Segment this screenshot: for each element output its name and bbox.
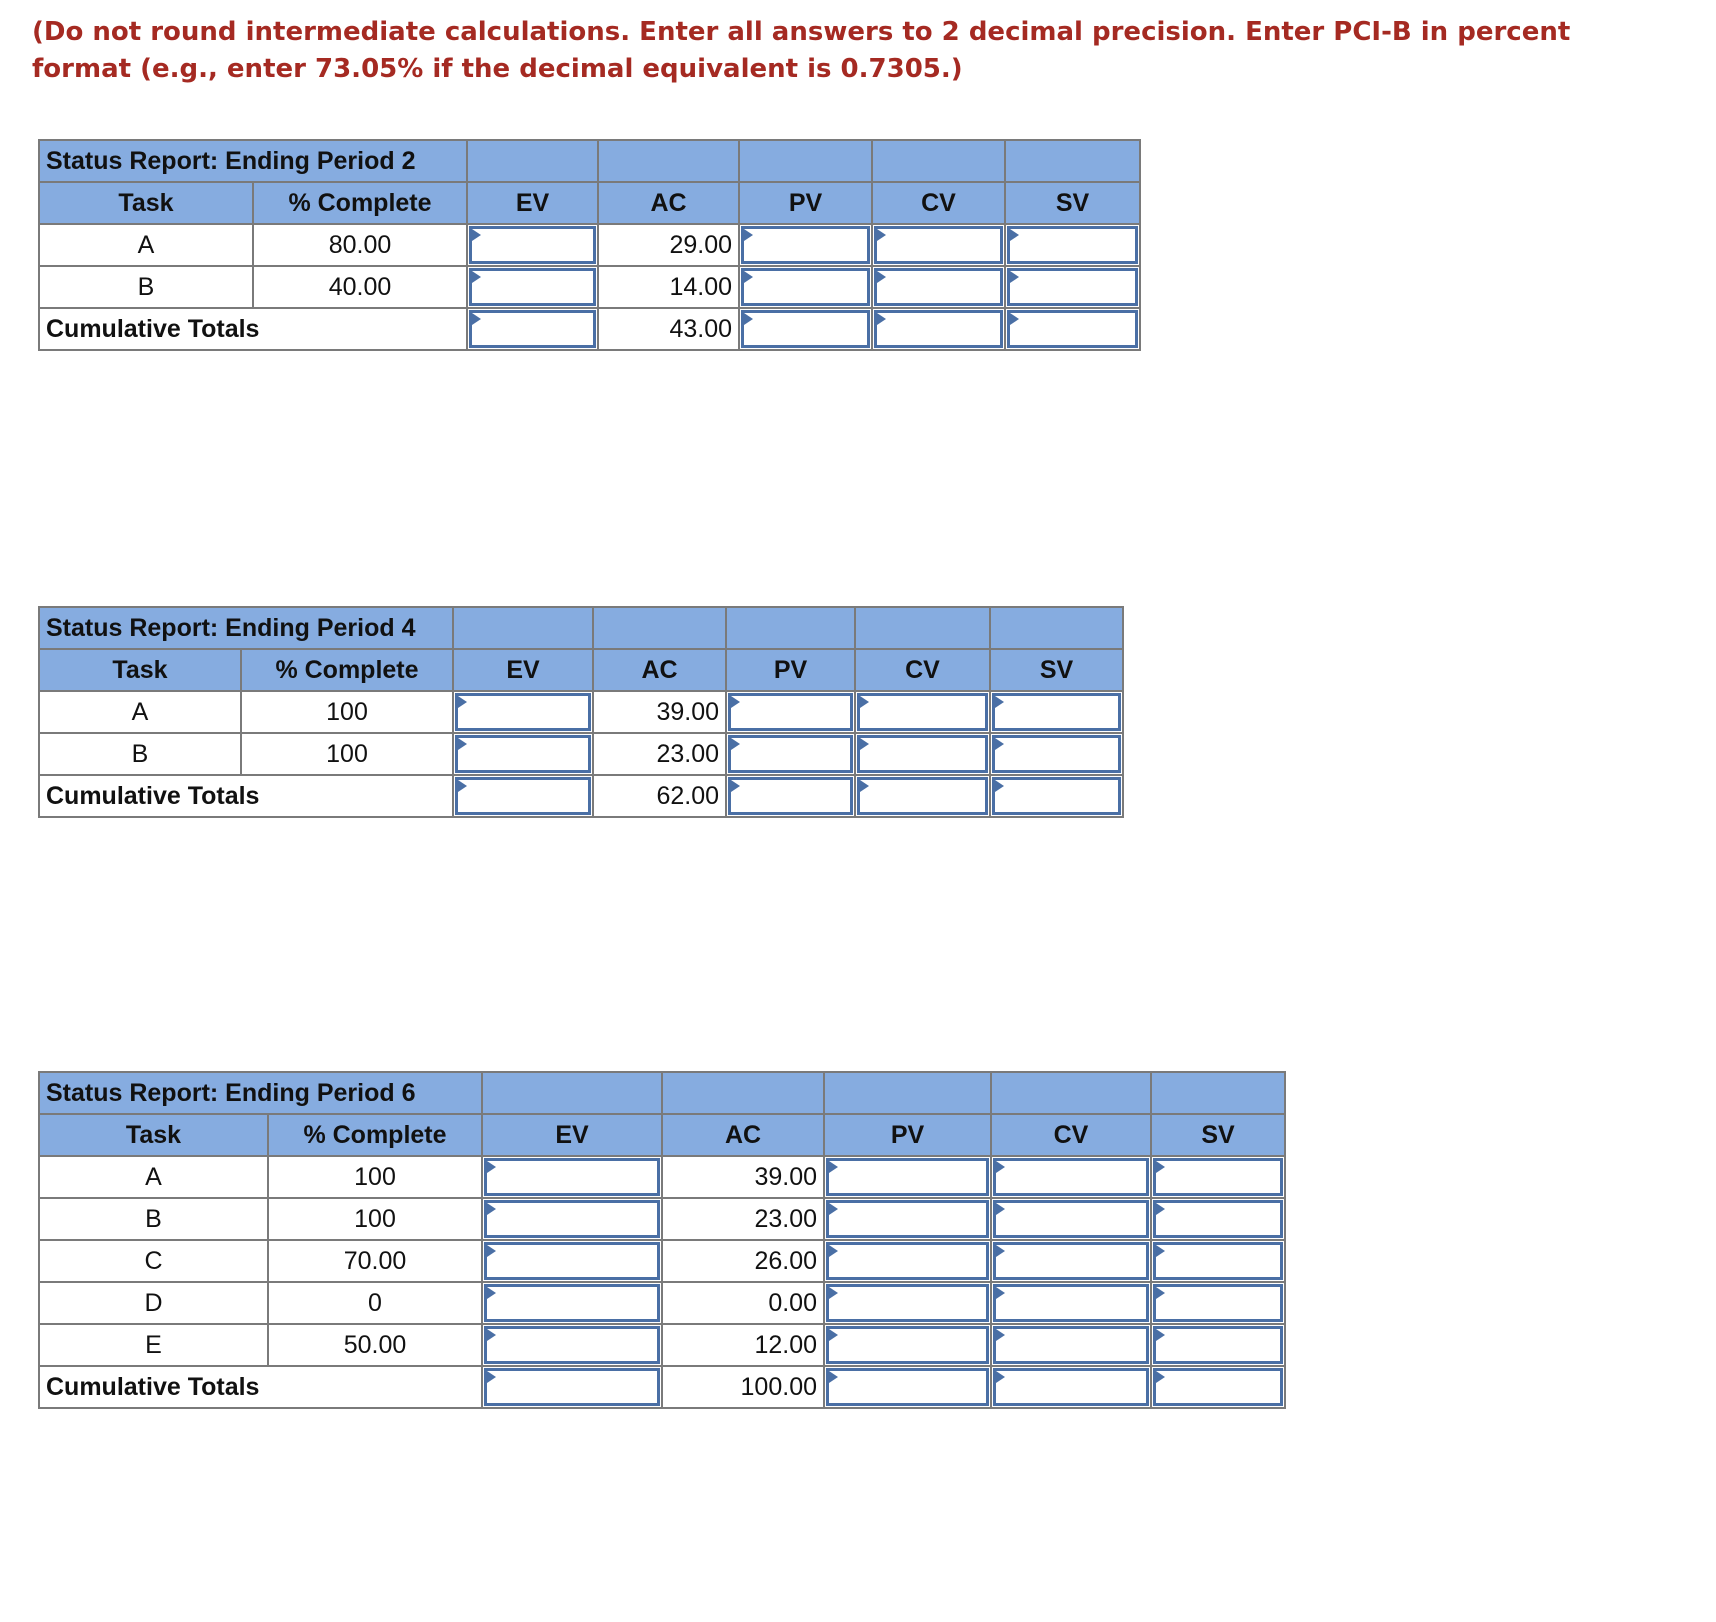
sv-input[interactable]	[1151, 1282, 1285, 1324]
ev-input[interactable]	[482, 1156, 662, 1198]
ac-cell: 14.00	[598, 266, 739, 308]
cv-total-input[interactable]	[855, 775, 990, 817]
pv-input[interactable]	[824, 1282, 991, 1324]
table-row	[39, 1282, 1285, 1324]
ev-input[interactable]	[482, 1282, 662, 1324]
cv-input[interactable]	[855, 733, 990, 775]
col-header-pv: PV	[726, 649, 855, 691]
col-header-cv: CV	[991, 1114, 1151, 1156]
pct-complete-cell: 100	[241, 733, 453, 775]
col-header-pv: PV	[739, 182, 872, 224]
totals-row	[39, 308, 1140, 350]
ac-cell: 39.00	[662, 1156, 824, 1198]
sv-total-input[interactable]	[1151, 1366, 1285, 1408]
report-title: Status Report: Ending Period 4	[39, 607, 453, 649]
cv-input[interactable]	[872, 224, 1005, 266]
ac-cell: 23.00	[593, 733, 726, 775]
task-cell: B	[39, 733, 241, 775]
sv-input[interactable]	[1005, 224, 1140, 266]
ev-input[interactable]	[453, 733, 593, 775]
cumulative-totals-label: Cumulative Totals	[39, 308, 467, 350]
sv-input[interactable]	[1151, 1198, 1285, 1240]
col-header-pv: PV	[824, 1114, 991, 1156]
ev-input[interactable]	[482, 1324, 662, 1366]
col-header-sv: SV	[1151, 1114, 1285, 1156]
table-row	[39, 224, 1140, 266]
col-header-ev: EV	[482, 1114, 662, 1156]
col-header-ev: EV	[467, 182, 598, 224]
status-report-period-4	[38, 606, 1124, 818]
col-header-pct-complete: % Complete	[268, 1114, 482, 1156]
col-header-sv: SV	[1005, 182, 1140, 224]
col-header-pct-complete: % Complete	[253, 182, 467, 224]
col-header-task: Task	[39, 649, 241, 691]
pv-input[interactable]	[824, 1240, 991, 1282]
col-header-pct-complete: % Complete	[241, 649, 453, 691]
task-cell: B	[39, 1198, 268, 1240]
pct-complete-cell: 100	[268, 1156, 482, 1198]
totals-row	[39, 1366, 1285, 1408]
pv-input[interactable]	[824, 1156, 991, 1198]
cv-total-input[interactable]	[991, 1366, 1151, 1408]
ac-cell: 39.00	[593, 691, 726, 733]
ac-cell: 12.00	[662, 1324, 824, 1366]
cv-input[interactable]	[991, 1324, 1151, 1366]
ac-cell: 0.00	[662, 1282, 824, 1324]
cumulative-totals-label: Cumulative Totals	[39, 1366, 482, 1408]
pv-input[interactable]	[726, 733, 855, 775]
ev-total-input[interactable]	[453, 775, 593, 817]
pv-total-input[interactable]	[739, 308, 872, 350]
sv-input[interactable]	[1151, 1156, 1285, 1198]
pct-complete-cell: 70.00	[268, 1240, 482, 1282]
col-header-ac: AC	[598, 182, 739, 224]
instructions: (Do not round intermediate calculations. Enter all answers to 2 decimal precision. Enter PCI-B in percent format (e.g., enter 73.05% if the decimal equivalent is 0.7305.)	[32, 17, 1571, 84]
task-cell: A	[39, 224, 253, 266]
pv-input[interactable]	[824, 1198, 991, 1240]
sv-input[interactable]	[1151, 1240, 1285, 1282]
ev-input[interactable]	[482, 1240, 662, 1282]
ac-total-cell: 43.00	[598, 308, 739, 350]
cv-input[interactable]	[991, 1198, 1151, 1240]
pv-input[interactable]	[739, 266, 872, 308]
col-header-ac: AC	[593, 649, 726, 691]
pct-complete-cell: 100	[268, 1198, 482, 1240]
pct-complete-cell: 40.00	[253, 266, 467, 308]
totals-row	[39, 775, 1123, 817]
report-title: Status Report: Ending Period 6	[39, 1072, 482, 1114]
table-row	[39, 266, 1140, 308]
col-header-cv: CV	[872, 182, 1005, 224]
col-header-sv: SV	[990, 649, 1123, 691]
ev-total-input[interactable]	[482, 1366, 662, 1408]
report-title: Status Report: Ending Period 2	[39, 140, 467, 182]
status-report-period-6	[38, 1071, 1286, 1409]
pct-complete-cell: 80.00	[253, 224, 467, 266]
status-report-period-2	[38, 139, 1141, 351]
cv-input[interactable]	[991, 1282, 1151, 1324]
cv-input[interactable]	[872, 266, 1005, 308]
sv-input[interactable]	[990, 691, 1123, 733]
table-row	[39, 1156, 1285, 1198]
sv-total-input[interactable]	[1005, 308, 1140, 350]
table-row	[39, 1198, 1285, 1240]
sv-input[interactable]	[1151, 1324, 1285, 1366]
sv-total-input[interactable]	[990, 775, 1123, 817]
sv-input[interactable]	[1005, 266, 1140, 308]
pv-input[interactable]	[726, 691, 855, 733]
sv-input[interactable]	[990, 733, 1123, 775]
ev-input[interactable]	[482, 1198, 662, 1240]
cv-total-input[interactable]	[872, 308, 1005, 350]
pct-complete-cell: 50.00	[268, 1324, 482, 1366]
col-header-ac: AC	[662, 1114, 824, 1156]
cumulative-totals-label: Cumulative Totals	[39, 775, 453, 817]
ev-input[interactable]	[467, 224, 598, 266]
ev-input[interactable]	[453, 691, 593, 733]
cv-input[interactable]	[991, 1240, 1151, 1282]
col-header-cv: CV	[855, 649, 990, 691]
table-row	[39, 1240, 1285, 1282]
pv-input[interactable]	[824, 1324, 991, 1366]
pct-complete-cell: 0	[268, 1282, 482, 1324]
pv-total-input[interactable]	[726, 775, 855, 817]
col-header-ev: EV	[453, 649, 593, 691]
task-cell: A	[39, 691, 241, 733]
table-row	[39, 733, 1123, 775]
pv-input[interactable]	[739, 224, 872, 266]
ev-total-input[interactable]	[467, 308, 598, 350]
ac-cell: 23.00	[662, 1198, 824, 1240]
ev-input[interactable]	[467, 266, 598, 308]
task-cell: E	[39, 1324, 268, 1366]
table-row	[39, 691, 1123, 733]
col-header-task: Task	[39, 182, 253, 224]
pv-total-input[interactable]	[824, 1366, 991, 1408]
task-cell: B	[39, 266, 253, 308]
cv-input[interactable]	[991, 1156, 1151, 1198]
table-row	[39, 1324, 1285, 1366]
task-cell: D	[39, 1282, 268, 1324]
pct-complete-cell: 100	[241, 691, 453, 733]
ac-total-cell: 100.00	[662, 1366, 824, 1408]
col-header-task: Task	[39, 1114, 268, 1156]
ac-total-cell: 62.00	[593, 775, 726, 817]
task-cell: C	[39, 1240, 268, 1282]
task-cell: A	[39, 1156, 268, 1198]
ac-cell: 29.00	[598, 224, 739, 266]
cv-input[interactable]	[855, 691, 990, 733]
ac-cell: 26.00	[662, 1240, 824, 1282]
